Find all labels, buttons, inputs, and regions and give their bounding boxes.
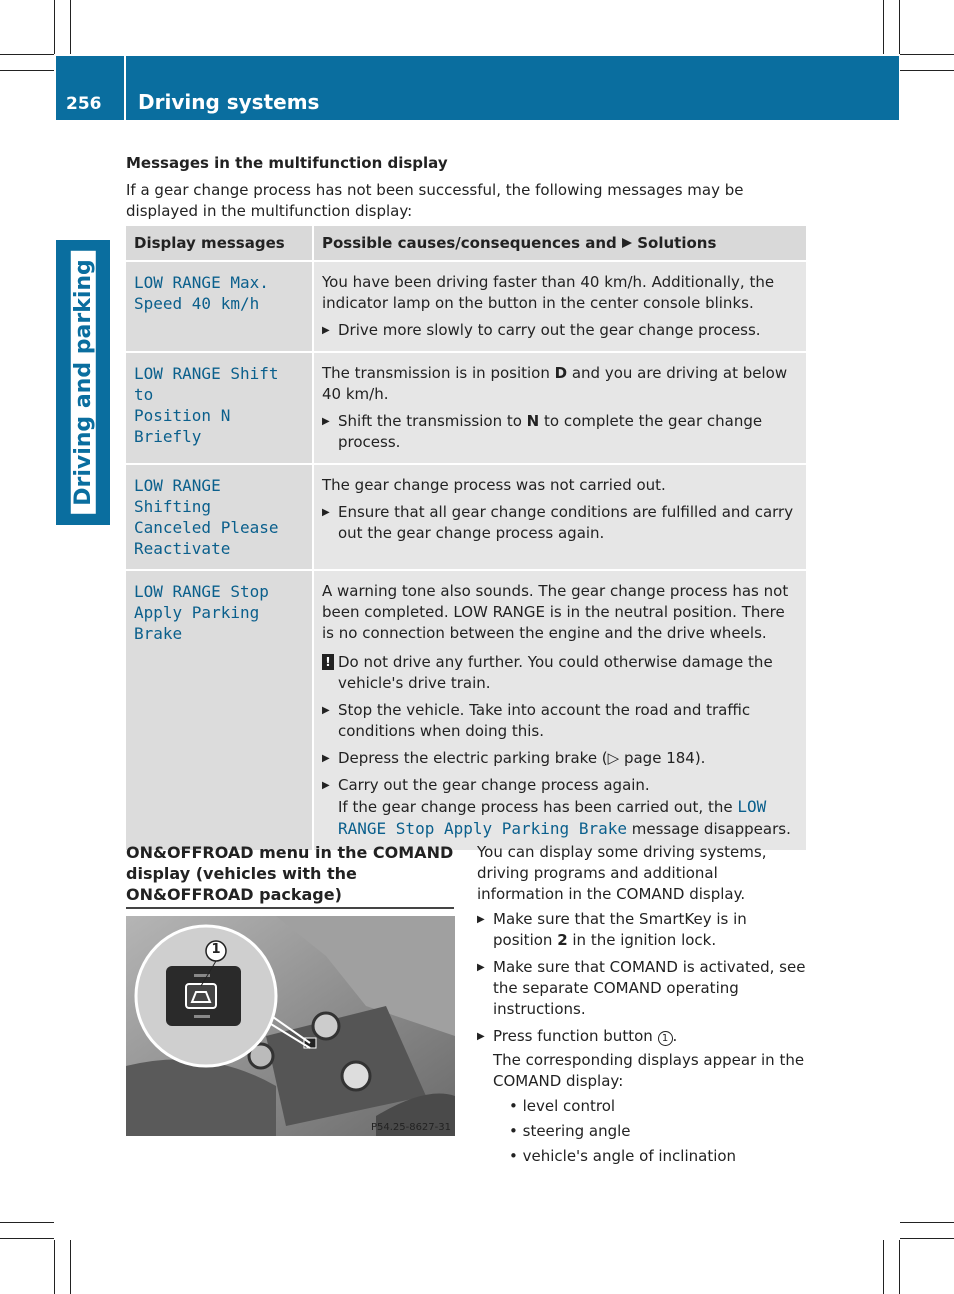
solution-step: ▶ Drive more slowly to carry out the gear change process. xyxy=(322,320,798,341)
crop-mark xyxy=(900,1238,954,1239)
cause-text: The gear change process was not carried out. xyxy=(322,476,666,494)
display-message-cell xyxy=(126,570,313,851)
crop-mark xyxy=(899,0,900,54)
list-item: • level control xyxy=(509,1097,616,1115)
callout-number: 1 xyxy=(211,942,221,957)
offroad-heading: ON&OFFROAD menu in the COMAND display (vehicles with the ON&OFFROAD package) xyxy=(126,842,454,909)
table-row xyxy=(126,464,806,570)
crop-mark xyxy=(70,1240,71,1294)
result-text-post: message disappears. xyxy=(626,820,791,838)
column-header-causes-text: Possible causes/consequences and xyxy=(322,234,617,252)
step-text-pre: Press function button xyxy=(493,1027,658,1045)
step-text-post: . xyxy=(672,1027,678,1045)
cause-cell xyxy=(313,570,806,851)
solution-step: ▶ Stop the vehicle. Take into account the road and traffic conditions when doing this. xyxy=(322,700,798,742)
column-header-causes xyxy=(313,226,806,261)
display-message-line: Speed 40 km/h xyxy=(134,294,260,313)
crop-mark xyxy=(900,54,954,55)
crop-mark xyxy=(0,1222,54,1223)
cause-text-pre: The transmission is in position xyxy=(322,364,555,382)
display-message-line: LOW RANGE Max. xyxy=(134,273,269,292)
center-console-illustration xyxy=(126,916,455,1136)
crop-mark xyxy=(883,1240,884,1294)
table-header-row xyxy=(126,226,806,261)
display-message-line: Reactivate xyxy=(134,539,231,558)
display-message-line: Position N Briefly xyxy=(134,406,231,446)
column-header-display-messages: Display messages xyxy=(126,226,313,261)
section-intro: If a gear change process has not been successful, the following messages may be displayed in the multifunction display: xyxy=(126,181,744,220)
display-message-cell xyxy=(126,464,313,570)
warning-icon: ! xyxy=(322,654,334,670)
instruction-step xyxy=(477,909,809,951)
crop-mark xyxy=(899,1240,900,1294)
cause-text: You have been driving faster than 40 km/h. Additionally, the indicator lamp on the button in the center console blinks. xyxy=(322,273,775,312)
display-message-cell xyxy=(126,352,313,464)
solution-arrow-icon xyxy=(622,238,632,248)
offroad-instructions xyxy=(477,842,809,1167)
cause-text-bold: D xyxy=(554,364,568,382)
solution-step: ▶ Ensure that all gear change conditions are fulfilled and carry out the gear change process again. xyxy=(322,502,798,544)
warning-note xyxy=(322,652,798,694)
instruction-step: ▶ Make sure that COMAND is activated, see the separate COMAND operating instructions. xyxy=(477,957,809,1020)
display-message-line: LOW RANGE Stop xyxy=(134,582,269,601)
list-item: • steering angle xyxy=(509,1122,631,1140)
step-text-bold: N xyxy=(526,412,540,430)
cause-cell xyxy=(313,464,806,570)
step-text-pre: Shift the transmission to xyxy=(338,412,527,430)
cause-cell xyxy=(313,261,806,352)
step-text-post: in the ignition lock. xyxy=(567,931,717,949)
list-item-text: steering angle xyxy=(522,1122,631,1140)
column-header-solutions-text: Solutions xyxy=(637,234,717,252)
display-message-line: LOW RANGE Shift to xyxy=(134,364,279,404)
warning-text: Do not drive any further. You could otherwise damage the vehicle's drive train. xyxy=(338,653,773,692)
display-message-line: LOW RANGE Shifting xyxy=(134,476,221,516)
crop-mark xyxy=(0,70,54,71)
page-number: 256 xyxy=(66,94,102,114)
step-result xyxy=(322,796,798,840)
instruction-step xyxy=(477,1026,809,1047)
table-row xyxy=(126,352,806,464)
crop-mark xyxy=(900,1222,954,1223)
crop-mark xyxy=(883,0,884,54)
table-row xyxy=(126,570,806,851)
side-tab-label: Driving and parking xyxy=(71,251,96,514)
crop-mark xyxy=(54,1240,55,1294)
list-item-text: level control xyxy=(522,1097,616,1115)
section-heading: Messages in the multifunction display xyxy=(126,154,448,172)
cause-text xyxy=(322,363,798,405)
side-tab-label-wrap xyxy=(56,240,110,525)
function-button-number-icon: 1 xyxy=(658,1031,673,1046)
solution-step: ▶ Carry out the gear change process again. xyxy=(322,775,798,796)
cause-cell xyxy=(313,352,806,464)
crop-mark xyxy=(0,54,54,55)
list-item-text: vehicle's angle of inclination xyxy=(522,1147,737,1165)
display-message-cell xyxy=(126,261,313,352)
cause-text: A warning tone also sounds. The gear change process has not been completed. LOW RANGE is in the neutral position. There is no connection between the engine and the drive wheels. xyxy=(322,582,789,642)
offroad-intro: You can display some driving systems, driving programs and additional information in the COMAND display. xyxy=(477,843,767,903)
step-result: The corresponding displays appear in the COMAND display: xyxy=(493,1051,805,1090)
list-item: • vehicle's angle of inclination xyxy=(509,1147,737,1165)
display-message-line: Apply Parking Brake xyxy=(134,603,260,643)
step-text-bold: 2 xyxy=(557,931,568,949)
result-text-pre: If the gear change process has been carried out, the xyxy=(338,798,738,816)
header-divider xyxy=(124,56,126,120)
messages-table xyxy=(126,226,806,852)
step-text-pre: Make sure that the SmartKey is in position xyxy=(493,910,747,949)
solution-step xyxy=(322,411,798,453)
crop-mark xyxy=(0,1238,54,1239)
crop-mark xyxy=(900,70,954,71)
crop-mark xyxy=(70,0,71,54)
solution-step: ▶ Depress the electric parking brake (▷ page 184). xyxy=(322,748,798,769)
step-text-post: to complete the gear change process. xyxy=(338,412,763,451)
header-title: Driving systems xyxy=(138,90,320,114)
center-console-photo xyxy=(126,916,455,1136)
cause-text-post: and you are driving at below 40 km/h. xyxy=(322,364,788,403)
table-row xyxy=(126,261,806,352)
result-message-mono: LOW RANGE Stop Apply Parking Brake xyxy=(338,797,767,838)
display-message-line: Canceled Please xyxy=(134,518,279,537)
crop-mark xyxy=(54,0,55,54)
image-code: P54.25-8627-31 xyxy=(370,1122,451,1133)
